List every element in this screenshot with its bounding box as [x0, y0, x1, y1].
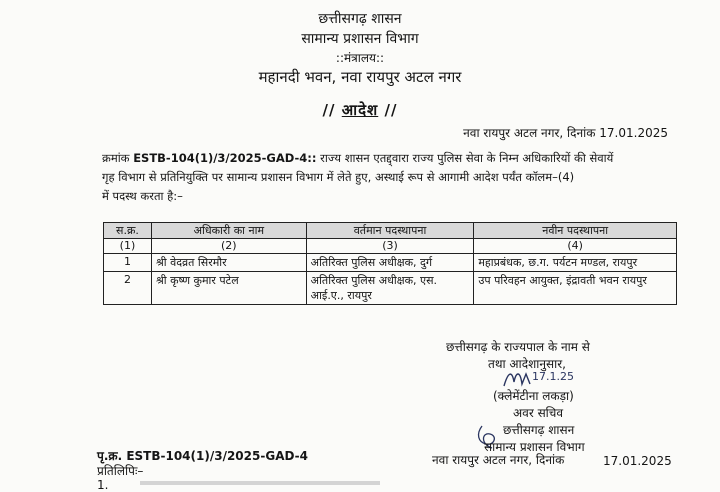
signature-order-line: तथा आदेशानुसार,	[488, 357, 566, 371]
table-header-row	[104, 223, 677, 239]
row-officer-name: श्री कृष्ण कुमार पटेल	[151, 272, 306, 305]
signatory-name: (क्लेमेंटीना लकड़ा)	[493, 389, 574, 403]
col-number: (4)	[474, 239, 677, 254]
endorsement-ref: पृ.क्र. ESTB-104(1)/3/2025-GAD-4	[97, 449, 308, 463]
cut-off-text-line	[140, 481, 380, 485]
handwritten-date: 17.1.25	[532, 370, 574, 383]
order-body-line-2: गृह विभाग से प्रतिनियुक्ति पर सामान्य प्रशासन विभाग में लेते हुए, अस्थाई रूप से आगामी आदेश पर्यंत कॉलम–(4)	[102, 170, 575, 184]
column-number-row	[104, 239, 677, 254]
row-current-posting: अतिरिक्त पुलिस अधीक्षक, एस. आई.ए., रायपुर	[306, 272, 474, 305]
header-current-posting: वर्तमान पदस्थापना	[306, 223, 474, 239]
copy-label: प्रतिलिपिः–	[97, 464, 144, 478]
header-sno: स.क्र.	[104, 223, 152, 239]
row-new-posting: महाप्रबंधक, छ.ग. पर्यटन मण्डल, रायपुर	[474, 254, 677, 272]
order-place-date: नवा रायपुर अटल नगर, दिनांक 17.01.2025	[463, 126, 668, 140]
office-address: महानदी भवन, नवा रायपुर अटल नगर	[258, 68, 462, 86]
signatory-org-1: छत्तीसगढ़ शासन	[503, 423, 575, 437]
copy-item-number: 1.	[97, 478, 109, 492]
order-title	[0, 100, 720, 120]
posting-table	[103, 222, 677, 305]
col-number: (1)	[104, 239, 152, 254]
row-officer-name: श्री वेदव्रत सिरमौर	[151, 254, 306, 272]
ref-number: ESTB-104(1)/3/2025-GAD-4::	[133, 151, 317, 165]
body-text-1: राज्य शासन एतद्द्वारा राज्य पुलिस सेवा के निम्न अधिकारियों की सेवायें	[320, 151, 614, 165]
department-name: सामान्य प्रशासन विभाग	[301, 31, 419, 47]
row-sno: 1	[104, 254, 152, 272]
title-slash-right: //	[384, 101, 398, 119]
signatory-org-2: सामान्य प्रशासन विभाग	[484, 440, 585, 454]
endorsement-date: 17.01.2025	[603, 454, 672, 468]
title-word: आदेश	[341, 101, 379, 119]
header-officer-name: अधिकारी का नाम	[151, 223, 306, 239]
table-row	[104, 254, 677, 272]
header-new-posting: नवीन पदस्थापना	[474, 223, 677, 239]
ref-label: क्रमांक	[102, 151, 130, 165]
signatory-designation: अवर सचिव	[513, 406, 564, 420]
row-sno: 2	[104, 272, 152, 305]
col-number: (2)	[151, 239, 306, 254]
signature-authority-line: छत्तीसगढ़ के राज्यपाल के नाम से	[446, 340, 590, 354]
row-new-posting: उप परिवहन आयुक्त, इंद्रावती भवन रायपुर	[474, 272, 677, 305]
endorsement-place-date: नवा रायपुर अटल नगर, दिनांक	[432, 453, 565, 467]
order-body-line-3: में पदस्थ करता है:–	[102, 189, 183, 203]
title-slash-left: //	[322, 101, 336, 119]
ministry-label: ::मंत्रालय::	[335, 51, 385, 65]
govt-name: छत्तीसगढ़ शासन	[318, 11, 402, 27]
order-body-line-1	[102, 149, 682, 168]
table-row	[104, 272, 677, 305]
col-number: (3)	[306, 239, 474, 254]
row-current-posting: अतिरिक्त पुलिस अधीक्षक, दुर्ग	[306, 254, 474, 272]
